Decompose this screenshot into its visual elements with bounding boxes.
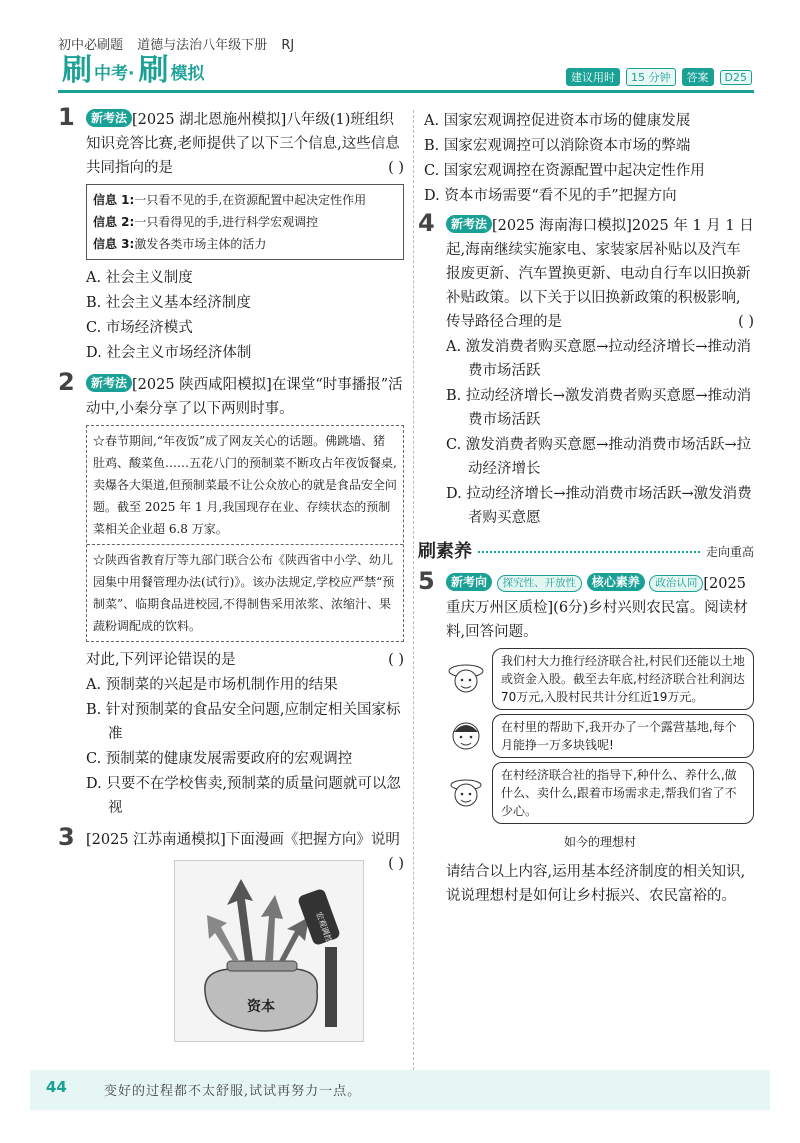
option-c[interactable]: C. 激发消费者购买意愿→推动消费市场活跃→拉动经济增长 <box>446 437 752 477</box>
new-method-tag: 新考法 <box>446 215 492 233</box>
brand-text-2: 模拟 <box>170 64 205 84</box>
edition: RJ <box>281 38 295 53</box>
question-stem: [2025 重庆万州区质检](6分)乡村兴则农民富。阅读材料,回答问题。 <box>446 576 748 640</box>
subject-name: 道德与法治八年级下册 <box>137 38 268 53</box>
option-a[interactable]: A. 社会主义制度 <box>86 270 193 286</box>
answer-page: D25 <box>720 70 752 85</box>
option-c[interactable]: C. 市场经济模式 <box>86 320 193 336</box>
option-a[interactable]: A. 国家宏观调控促进资本市场的健康发展 <box>424 113 691 129</box>
speech-row-2 <box>446 714 754 758</box>
brand-title <box>62 53 208 88</box>
question-number: 3 <box>58 823 75 851</box>
page-number: 44 <box>46 1078 67 1096</box>
villager-avatar-icon <box>446 716 486 756</box>
tag-core-literacy: 核心素养 <box>587 573 645 591</box>
villager-avatar-icon <box>446 773 486 813</box>
question-3-options <box>424 109 754 208</box>
villager-avatar-icon <box>446 659 486 699</box>
section-header <box>418 540 754 564</box>
pot-label: 宏观调控 <box>314 910 334 944</box>
speech-bubble: 在村经济联合社的指导下,种什么、养什么,做什么、卖什么,跟着市场需求走,帮我们省了不少心。 <box>492 762 754 824</box>
question-4 <box>418 209 754 530</box>
question-stem: [2025 江苏南通模拟]下面漫画《把握方向》说明 <box>86 832 400 848</box>
option-d[interactable]: D. 资本市场需要“看不见的手”把握方向 <box>424 188 677 204</box>
question-number: 1 <box>58 103 75 131</box>
question-1 <box>58 103 404 365</box>
section-right-label: 走向重高 <box>705 545 754 559</box>
option-b[interactable]: B. 社会主义基本经济制度 <box>86 295 251 311</box>
speech-bubble: 在村里的帮助下,我开办了一个露营基地,每个月能挣一万多块钱呢! <box>492 714 754 758</box>
brand-char-2: 刷 <box>138 53 169 88</box>
section-dotted-line <box>478 551 700 553</box>
answer-paren: ( ) <box>388 160 404 176</box>
right-column <box>418 108 754 916</box>
figure-caption: 如今的理想村 <box>563 835 636 849</box>
new-direction-tag: 新考向 <box>446 573 492 591</box>
question-number: 2 <box>58 368 75 396</box>
question-ask: 对此,下列评论错误的是 ( ) <box>86 652 404 668</box>
info-item: 信息 3:激发各类市场主体的活力 <box>93 237 267 251</box>
question-ask: 请结合以上内容,运用基本经济制度的相关知识,说说理想村是如何让乡村振兴、农民富裕的。 <box>446 864 746 904</box>
speech-bubble: 我们村大力推行经济联合社,村民们还能以土地或资金入股。截至去年底,村经济联合社利润达70万元,入股村民共计分红近19万元。 <box>492 648 754 710</box>
news-item-1: ☆春节期间,“年夜饭”成了网友关心的话题。佛跳墙、猪肚鸡、酸菜鱼……五花八门的预制菜不断攻占年夜饭餐桌,卖爆各大渠道,但预制菜最不让公众放心的就是食品安全问题。截至 2025 年 1 月,我国现存在业、存续状态的预制菜相关企业超 6.8 万家。 <box>93 434 397 536</box>
header-badges <box>566 68 752 86</box>
speech-row-3 <box>446 762 754 824</box>
info-item: 信息 1:一只看不见的手,在资源配置中起决定性作用 <box>93 193 367 207</box>
option-d[interactable]: D. 社会主义市场经济体制 <box>86 345 252 361</box>
column-divider <box>413 110 414 1070</box>
info-box <box>86 184 404 260</box>
option-d[interactable]: D. 拉动经济增长→推动消费市场活跃→激发消费者购买意愿 <box>446 486 752 526</box>
stand-shape <box>325 947 337 1027</box>
time-label: 建议用时 <box>566 68 620 86</box>
question-3 <box>58 823 404 1050</box>
left-column <box>58 103 404 1058</box>
question-number: 4 <box>418 209 435 237</box>
answer-paren: ( ) <box>738 314 754 330</box>
option-b[interactable]: B. 针对预制菜的食品安全问题,应制定相关国家标准 <box>86 702 401 742</box>
tag-inquiry: 探究性、开放性 <box>497 575 583 592</box>
option-c[interactable]: C. 预制菜的健康发展需要政府的宏观调控 <box>86 751 353 767</box>
time-value: 15 分钟 <box>626 68 676 86</box>
answer-paren: ( ) <box>388 856 404 872</box>
question-stem: [2025 陕西咸阳模拟]在课堂“时事播报”活动中,小秦分享了以下两则时事。 <box>86 377 403 417</box>
question-5 <box>418 567 754 908</box>
question-number: 5 <box>418 567 435 595</box>
brand-text-1: 中考· <box>94 64 135 84</box>
section-badge: 刷素养 <box>418 541 472 562</box>
question-stem: [2025 海南海口模拟]2025 年 1 月 1 日起,海南继续实施家电、家装家居补贴以及汽车报废更新、汽车置换更新、电动自行车以旧换新补贴政策。以下关于以旧换新政策的积极影响,传导路径合理的是 <box>446 218 754 330</box>
new-method-tag: 新考法 <box>86 109 132 127</box>
option-d[interactable]: D. 只要不在学校售卖,预制菜的质量问题就可以忽视 <box>86 776 401 816</box>
option-a[interactable]: A. 激发消费者购买意愿→拉动经济增长→推动消费市场活跃 <box>446 339 751 379</box>
speech-row-1 <box>446 648 754 710</box>
footer-motto: 变好的过程都不太舒服,试试再努力一点。 <box>104 1084 362 1099</box>
info-item: 信息 2:一只看得见的手,进行科学宏观调控 <box>93 215 319 229</box>
bag-label: 资本 <box>247 999 275 1015</box>
header-rule <box>58 90 754 93</box>
brand-char-1: 刷 <box>62 53 92 88</box>
answer-label: 答案 <box>682 68 714 86</box>
news-item-2: ☆陕西省教育厅等九部门联合公布《陕西省中小学、幼儿园集中用餐管理办法(试行)》。该办法规定,学校应严禁“预制菜”、临期食品进校园,不得制售采用浓浆、浓缩汁、果蔬粉调配成的饮料。 <box>87 544 403 641</box>
series-name: 初中必刷题 <box>58 38 124 53</box>
cartoon-image <box>174 860 364 1042</box>
option-c[interactable]: C. 国家宏观调控在资源配置中起决定性作用 <box>424 163 705 179</box>
question-2 <box>58 368 404 820</box>
tag-political-identity: 政治认同 <box>649 575 703 592</box>
top-line <box>58 34 304 53</box>
option-b[interactable]: B. 拉动经济增长→激发消费者购买意愿→推动消费市场活跃 <box>446 388 752 428</box>
new-method-tag: 新考法 <box>86 374 132 392</box>
question-stem: [2025 湖北恩施州模拟]八年级(1)班组织知识竞答比赛,老师提供了以下三个信息,这些信息共同指向的是 <box>86 112 400 176</box>
option-a[interactable]: A. 预制菜的兴起是市场机制作用的结果 <box>86 677 338 693</box>
news-box <box>86 425 404 642</box>
option-b[interactable]: B. 国家宏观调控可以消除资本市场的弊端 <box>424 138 691 154</box>
